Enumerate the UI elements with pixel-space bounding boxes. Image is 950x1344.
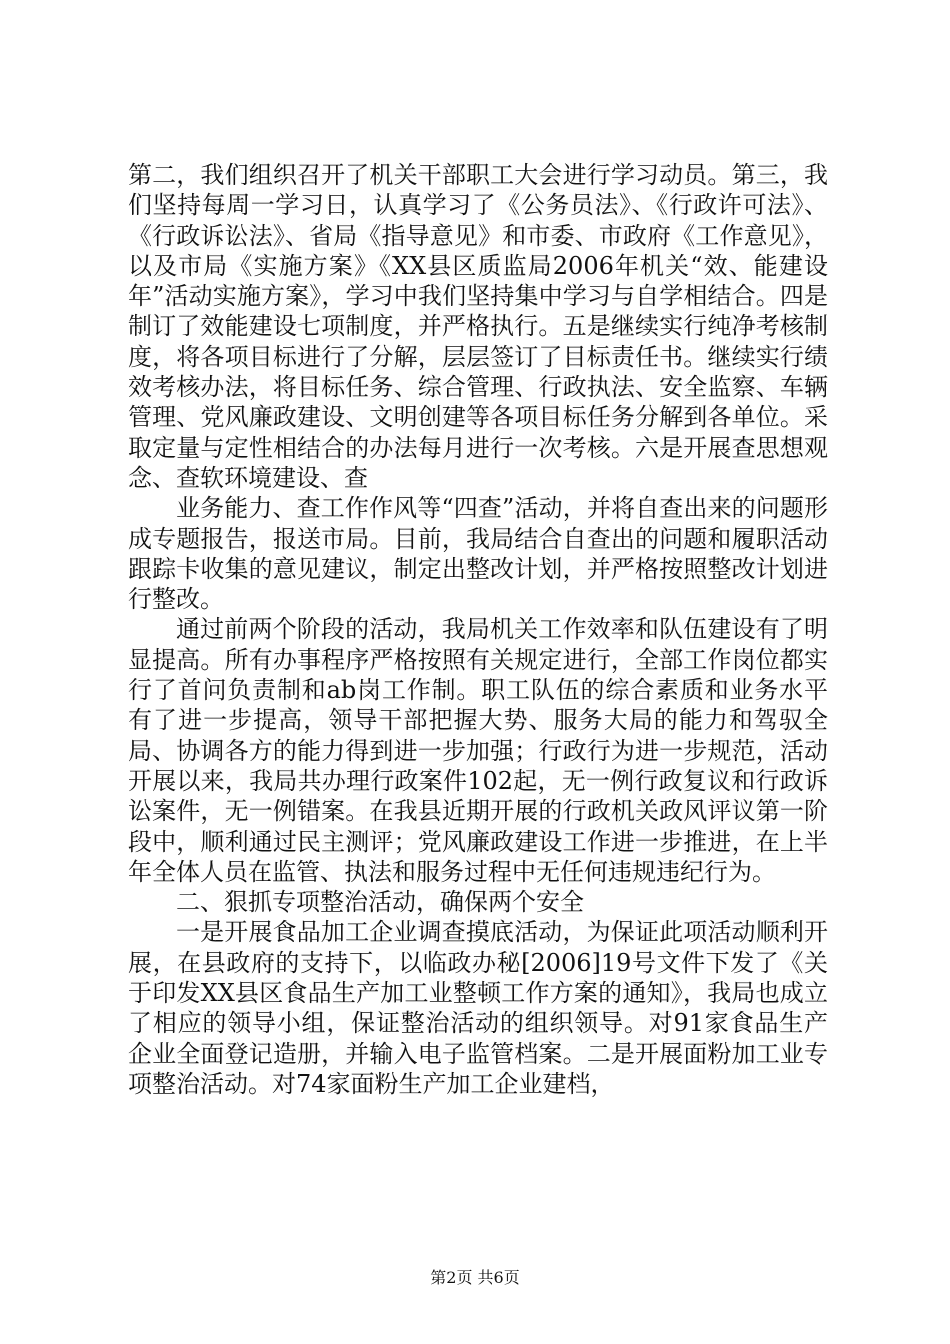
paragraph-2: 业务能力、查工作作风等“四查”活动，并将自查出来的问题形成专题报告，报送市局。目前，我局结合自查出的问题和履职活动跟踪卡收集的意见建议，制定出整改计划，并严格按照整改计划进行整改。 bbox=[128, 494, 828, 614]
paragraph-3: 通过前两个阶段的活动，我局机关工作效率和队伍建设有了明显提高。所有办事程序严格按照有关规定进行，全部工作岗位都实行了首问负责制和ab岗工作制。职工队伍的综合素质和业务水平有了进一步提高，领导干部把握大势、服务大局的能力和驾驭全局、协调各方的能力得到进一步加强；行政行为进一步规范，活动开展以来，我局共办理行政案件102起，无一例行政复议和行政诉讼案件，无一例错案。在我县近期开展的行政机关政风评议第一阶段中，顺利通过民主测评；党风廉政建设工作进一步推进，在上半年全体人员在监管、执法和服务过程中无任何违规违纪行为。 bbox=[128, 615, 828, 886]
paragraph-1: 第二，我们组织召开了机关干部职工大会进行学习动员。第三，我们坚持每周一学习日，认真学习了《公务员法》、《行政许可法》、《行政诉讼法》、省局《指导意见》和市委、市政府《工作意见》，以及市局《实施方案》《XX县区质监局2006年机关“效、能建设年”活动实施方案》，学习中我们坚持集中学习与自学相结合。四是制订了效能建设七项制度，并严格执行。五是继续实行纯净考核制度，将各项目标进行了分解，层层签订了目标责任书。继续实行绩效考核办法，将目标任务、综合管理、行政执法、安全监察、车辆管理、党风廉政建设、文明创建等各项目标任务分解到各单位。采取定量与定性相结合的办法每月进行一次考核。六是开展查思想观念、查软环境建设、查 bbox=[128, 161, 828, 492]
paragraph-4: 一是开展食品加工企业调查摸底活动，为保证此项活动顺利开展，在县政府的支持下，以临政办秘[2006]19号文件下发了《关于印发XX县区食品生产加工业整顿工作方案的通知》，我局也成立了相应的领导小组，保证整治活动的组织领导。对91家食品生产企业全面登记造册，并输入电子监管档案。二是开展面粉加工业专项整治活动。对74家面粉生产加工企业建档， bbox=[128, 918, 828, 1098]
page-footer: 第2页 共6页 bbox=[430, 1268, 520, 1287]
section-heading: 二、狠抓专项整治活动，确保两个安全 bbox=[176, 888, 584, 917]
document-body bbox=[128, 160, 828, 1099]
